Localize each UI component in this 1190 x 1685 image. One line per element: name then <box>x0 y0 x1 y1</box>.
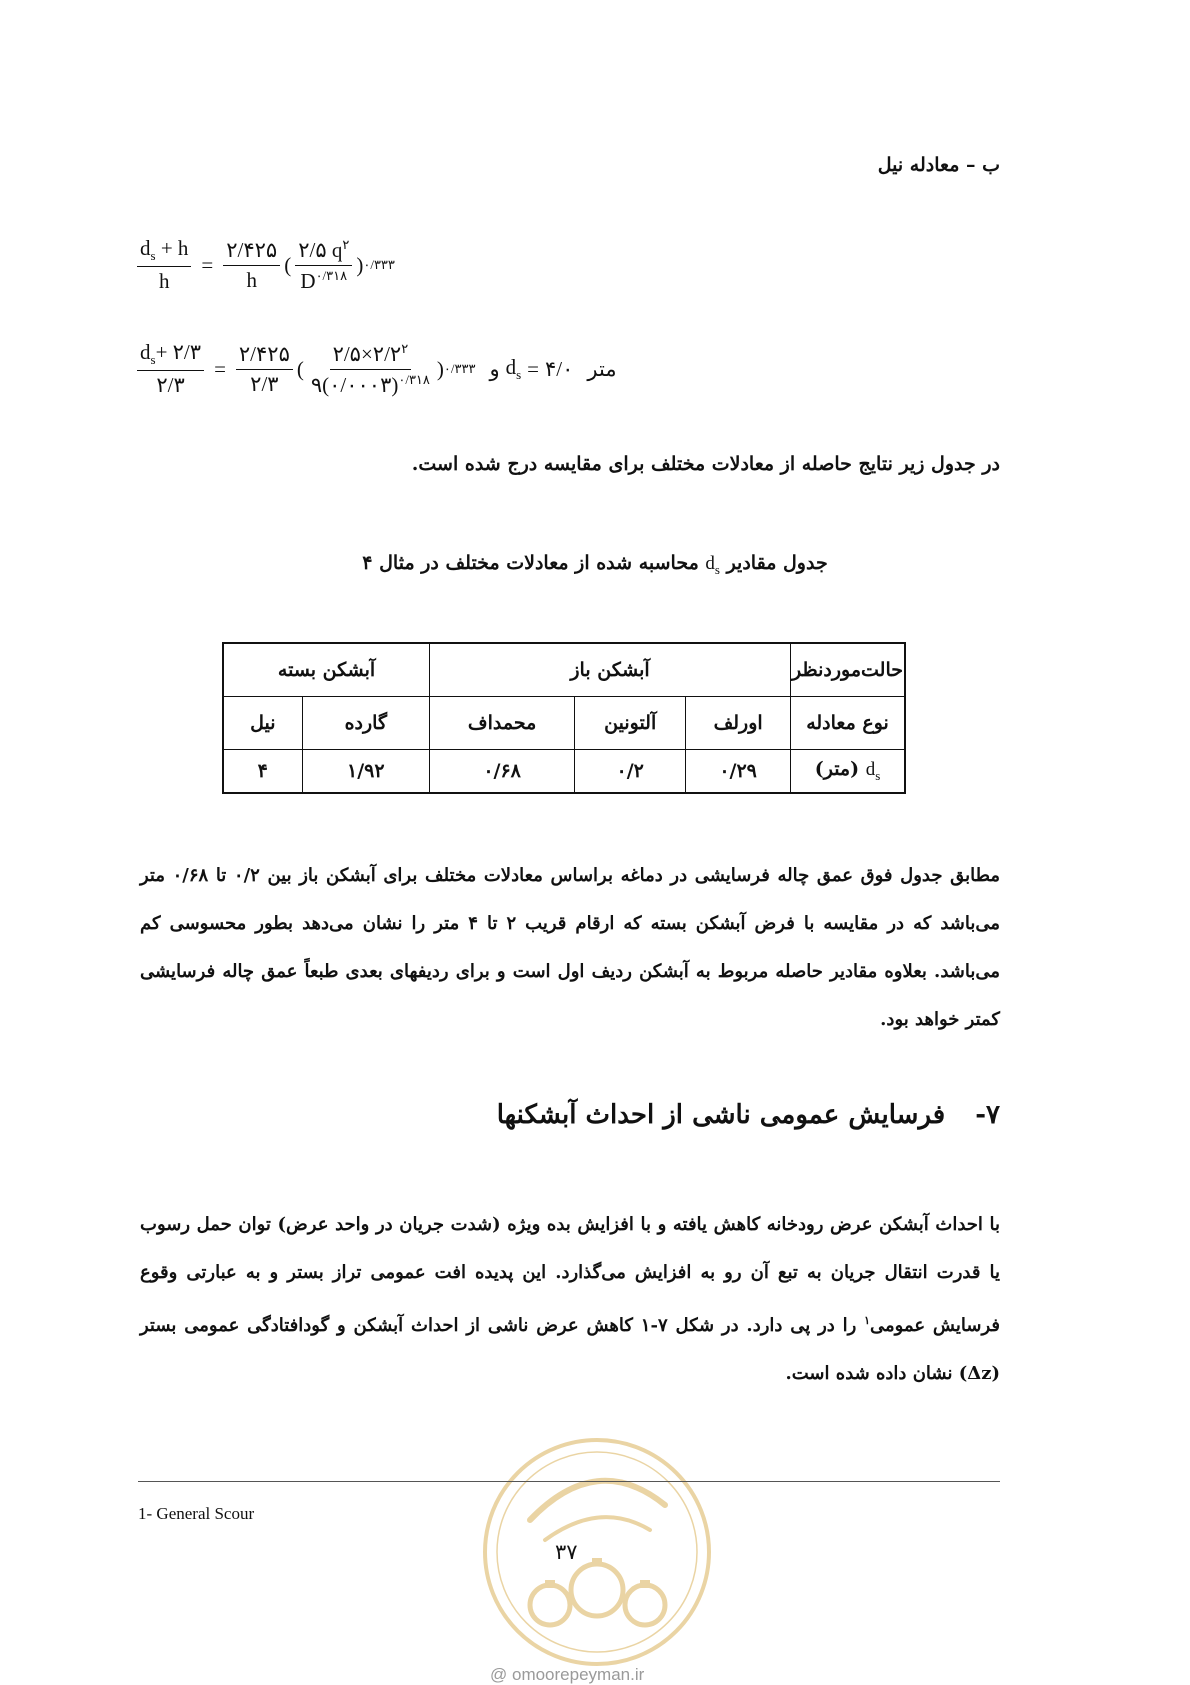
eq2-conjunction: و <box>489 356 500 381</box>
discussion-paragraph: مطابق جدول فوق عمق چاله فرسایشی در دماغه براساس معادلات مختلف برای آبشکن باز بین ۰/۲ تا ۰/۶۸ متر می‌باشد که در مقایسه با فرض آبشکن بسته که ارقام قریب ۲ تا ۴ متر را نشان می‌دهد بطور محسوسی کم می‌باشد. بعلاوه مقادیر حاصله مربوط به آبشکن ردیف اول است و برای ردیفهای بعدی طبعاً عمق چاله فرسایشی کمتر خواهد بود. <box>140 865 1000 1030</box>
case-label-cell: حالت‌موردنظر <box>791 643 906 697</box>
eq2-lhs-fraction: $\frac{d_s+ ۲/۳}{۲/۳}$ <box>137 340 204 398</box>
value-cell: ۱/۹۲ <box>302 750 429 794</box>
footnote-reference: ۱ <box>864 1314 871 1327</box>
equation-type-cell: نوع معادله <box>791 697 906 750</box>
eq1-coefficient-fraction: $\frac{۲/۴۲۵}{h}$ <box>223 238 280 293</box>
eq2-exponent: ۰/۳۳۳ <box>443 361 476 377</box>
results-table <box>222 642 906 794</box>
column-header: نیل <box>223 697 302 750</box>
column-header: محمداف <box>430 697 575 750</box>
value-cell: ۴ <box>223 750 302 794</box>
table-row <box>223 697 905 750</box>
intro-paragraph: در جدول زیر نتایج حاصله از معادلات مختلف برای مقایسه درج شده است. <box>411 453 1000 475</box>
footnote-divider <box>138 1481 1000 1482</box>
eq1-lhs-fraction: $\frac{d_s + h}{h}$ <box>137 236 191 294</box>
watermark-logo-icon <box>475 1430 720 1675</box>
eq2-result: $d_s$ <box>505 355 522 383</box>
eq2-equals: = <box>214 356 226 381</box>
eq1-inner-fraction: $\frac{۲/۵ q^۲}{D^{۰/۳۱۸}}$ <box>295 237 352 294</box>
value-cell: ۰/۲۹ <box>686 750 791 794</box>
column-header: اورلف <box>686 697 791 750</box>
group-open-cell: آبشکن باز <box>430 643 791 697</box>
column-header: آلتونین <box>575 697 686 750</box>
eq2-coefficient-fraction: $\frac{۲/۴۲۵}{۲/۳}$ <box>236 342 293 397</box>
section-7-heading <box>497 1100 1000 1130</box>
column-header: گارده <box>302 697 429 750</box>
watermark-site-text: @ omoorepeyman.ir <box>490 1665 645 1684</box>
equation-2: $\frac{d_s+ ۲/۳}{۲/۳}$ = $\frac{۲/۴۲۵}{۲/۳}$ ( $\frac{۲/۵\times ۲/۲^۲}{۹(۰/۰۰۰۳)^{۰/۳۱۸}}$ ) ۰/۳۳۳ و $d_s$ = ۴/۰ متر <box>133 340 623 398</box>
section-7-title: فرسایش عمومی ناشی از احداث آبشکنها <box>496 1100 946 1130</box>
eq2-inner-fraction: $\frac{۲/۵\times ۲/۲^۲}{۹(۰/۰۰۰۳)^{۰/۳۱۸}}$ <box>310 340 430 397</box>
page-number: ۳۷ <box>555 1540 578 1564</box>
value-cell: ۰/۶۸ <box>430 750 575 794</box>
equation-1: $\frac{d_s + h}{h}$ = $\frac{۲/۴۲۵}{h}$ ( $\frac{۲/۵ q^۲}{D^{۰/۳۱۸}}$ ) ۰/۳۳۳ <box>133 236 395 294</box>
eq1-equals: = <box>201 252 214 277</box>
general-scour-paragraph: با احداث آبشکن عرض رودخانه کاهش یافته و با افزایش بده ویژه (شدت جریان در واحد عرض) توان حمل رسوب یا قدرت انتقال جریان به تبع آن رو به افزایش می‌گذارد. این پدیده افت عمومی تراز بستر و به عبارتی وقوع فرسایش عمومی$^۱$ را در پی دارد. در شکل ۷-۱ کاهش عرض ناشی از احداث آبشکن و گودافتادگی عمومی بستر (Δz) نشان داده شده است. <box>140 1214 1000 1384</box>
group-closed-cell: آبشکن بسته <box>223 643 430 697</box>
eq1-exponent: ۰/۳۳۳ <box>363 257 395 273</box>
table-caption: جدول مقادیر $d_s$ محاسبه شده از معادلات مختلف در مثال ۴ <box>362 552 828 577</box>
table-row <box>223 750 905 794</box>
section-7-number: ۷- <box>975 1100 1000 1130</box>
value-cell: ۰/۲ <box>575 750 686 794</box>
result-label-cell: $d_s$ (متر) <box>791 750 906 794</box>
eq2-result-value: ۴/۰ <box>545 356 574 381</box>
eq2-unit: متر <box>587 356 617 381</box>
table-row <box>223 643 905 697</box>
section-b-title: ب – معادله نیل <box>877 154 1000 176</box>
footnote-text: 1- General Scour <box>138 1504 255 1523</box>
